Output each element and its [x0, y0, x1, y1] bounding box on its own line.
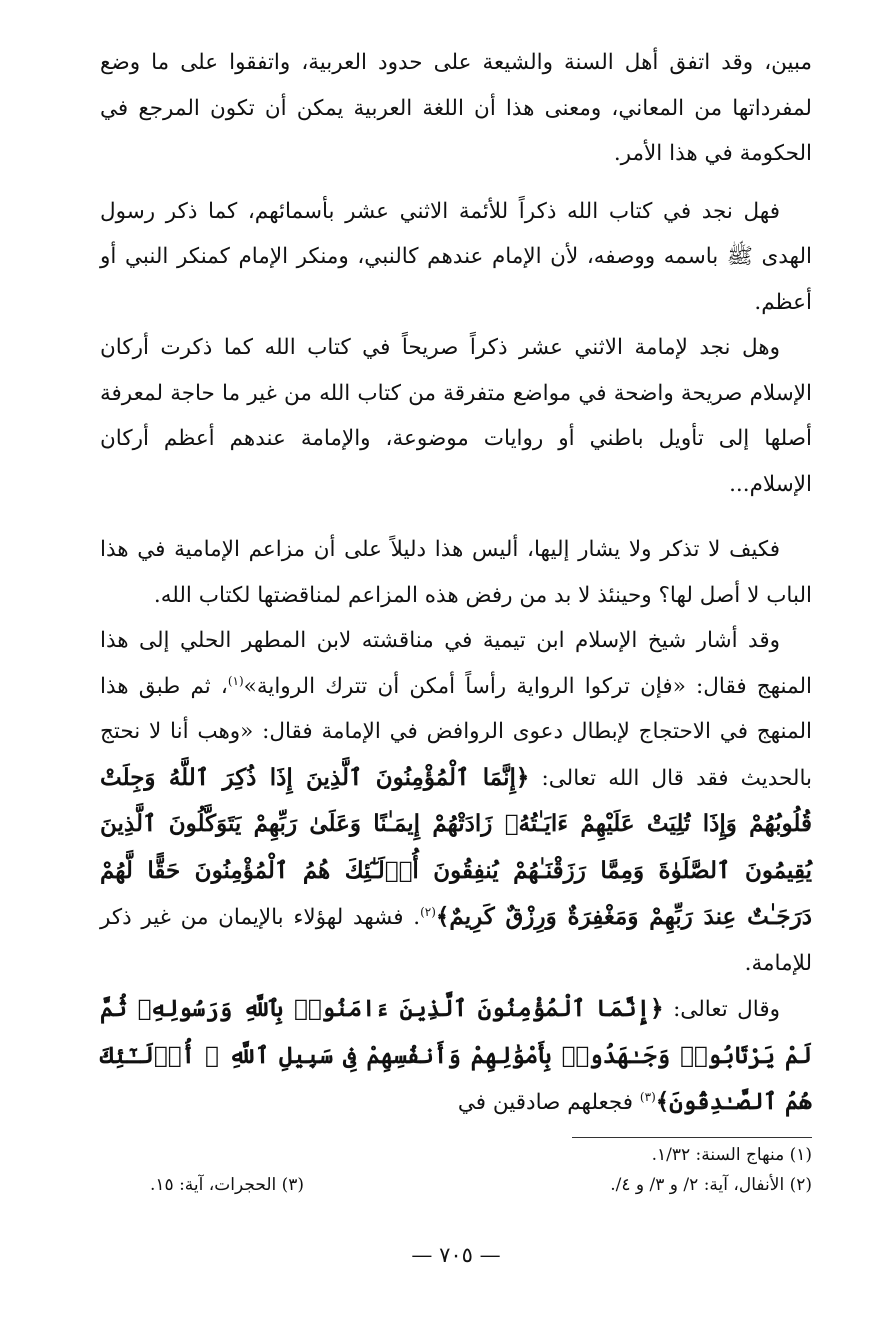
quran-verse-hujurat: ﴿إِنَّمَا ٱلْمُؤْمِنُونَ ٱلَّذِينَ ءَامَنُوا۟ بِٱللَّهِ وَرَسُولِهِۦ ثُمَّ لَمْ يَرْتَابُوا۟ وَجَـٰهَدُوا۟ بِأَمْوَٰلِهِمْ وَأَنفُسِهِمْ فِى سَبِيلِ ٱللَّهِ ۚ أُو۟لَـٰٓئِكَ هُمُ ٱلصَّـٰدِقُونَ﴾ — [100, 995, 812, 1115]
paragraph-5-text-a: وقد أشار شيخ الإسلام ابن تيمية في مناقشته لابن المطهر الحلي إلى هذا المنهج فقال: «فإن تركوا الرواية رأساً أمكن أن تترك الرواية» — [100, 628, 812, 699]
footnote-1: (١) منهاج السنة: ١/٣٢. — [651, 1145, 812, 1165]
paragraph-5-text-b: ، ثم طبق هذا المنهج في الاحتجاج لإبطال دعوى الروافض في الإمامة فقال: «وهب أنا لا نحتج بالحديث فقد قال الله تعالى: — [100, 673, 812, 791]
footnote-row-2 — [100, 1170, 812, 1200]
footnote-separator — [572, 1137, 812, 1138]
footnote-ref-2: (٢) — [420, 904, 436, 919]
book-page — [100, 40, 812, 1330]
paragraph-6 — [100, 986, 812, 1126]
paragraph-5 — [100, 618, 812, 986]
body-text — [100, 40, 812, 1126]
footnote-3: (٣) الحجرات، آية: ١٥. — [150, 1175, 305, 1195]
quran-verse-anfal: ﴿إِنَّمَا ٱلْمُؤْمِنُونَ ٱلَّذِينَ إِذَا ذُكِرَ ٱللَّهُ وَجِلَتْ قُلُوبُهُمْ وَإِذَا تُلِيَتْ عَلَيْهِمْ ءَايَـٰتُهُۥ زَادَتْهُمْ إِيمَـٰنًا وَعَلَىٰ رَبِّهِمْ يَتَوَكَّلُونَ ٱلَّذِينَ يُقِيمُونَ ٱلصَّلَوٰةَ وَمِمَّا رَزَقْنَـٰهُمْ يُنفِقُونَ أُو۟لَـٰٓئِكَ هُمُ ٱلْمُؤْمِنُونَ حَقًّا لَّهُمْ دَرَجَـٰتٌ عِندَ رَبِّهِمْ وَمَغْفِرَةٌ وَرِزْقٌ كَرِيمٌ﴾ — [100, 763, 812, 930]
paragraph-1: مبين، وقد اتفق أهل السنة والشيعة على حدود العربية، واتفقوا على ما وضع لمفرداتها من المعاني، ومعنى هذا أن اللغة العربية يمكن أن تكون المرجع في الحكومة في هذا الأمر. — [100, 50, 812, 166]
paragraph-6-text-b: فجعلهم صادقين في — [457, 1090, 640, 1115]
footnote-row-1 — [100, 1140, 812, 1170]
footnote-ref-3: (٣) — [639, 1089, 656, 1104]
page-number: — ٧٠٥ — — [411, 1243, 501, 1267]
paragraph-3: وهل نجد لإمامة الاثني عشر ذكراً صريحاً في كتاب الله كما ذكرت أركان الإسلام صريحة واضحة في مواضع متفرقة من كتاب الله من غير ما حاجة لمعرفة أصلها إلى تأويل باطني أو روايات موضوعة، والإمامة عندهم أعظم أركان الإسلام... — [100, 335, 812, 497]
paragraph-2: فهل نجد في كتاب الله ذكراً للأئمة الاثني عشر بأسمائهم، كما ذكر رسول الهدى ﷺ باسمه ووصفه، لأن الإمام عندهم كالنبي، ومنكر الإمام كمنكر النبي أو أعظم. — [100, 198, 812, 315]
footnote-ref-1: (١) — [227, 673, 244, 688]
paragraph-5-text-c: . فشهد لهؤلاء بالإيمان من غير ذكر للإمامة. — [100, 905, 812, 976]
footnotes — [100, 1140, 812, 1200]
paragraph-4: فكيف لا تذكر ولا يشار إليها، أليس هذا دليلاً على أن مزاعم الإمامية في هذا الباب لا أصل لها؟ وحينئذ لا بد من رفض هذه المزاعم لمناقضتها لكتاب الله. — [100, 537, 812, 608]
footnote-2: (٢) الأنفال، آية: ٢/ و ٣/ و ٤/. — [610, 1175, 812, 1195]
paragraph-6-text-a: وقال تعالى: — [663, 997, 781, 1022]
